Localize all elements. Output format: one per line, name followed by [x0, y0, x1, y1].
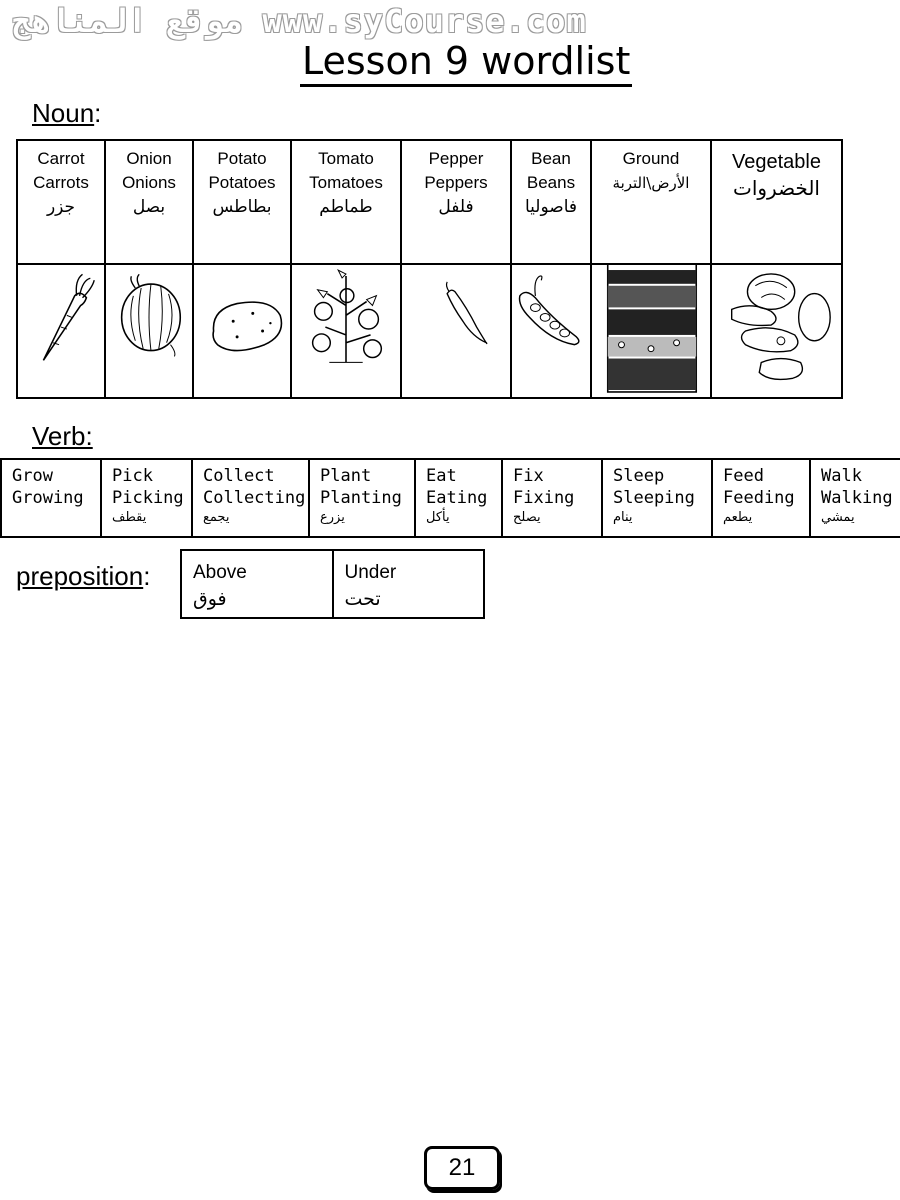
verb-ing: Fixing: [513, 488, 575, 508]
noun-picture-vegetable: [711, 264, 842, 398]
verb-arabic: يزرع: [320, 510, 345, 525]
preposition-table: [180, 549, 485, 619]
verb-cell-feed: [712, 459, 810, 537]
verb-base: Plant: [320, 466, 372, 486]
preposition-arabic: فوق: [193, 588, 227, 610]
noun-picture-pepper: [401, 264, 511, 398]
tomato-plant-icon: [292, 265, 400, 397]
verb-ing: Planting: [320, 488, 402, 508]
noun-arabic: جزر: [46, 197, 76, 217]
verb-base: Fix: [513, 466, 544, 486]
noun-arabic: فاصوليا: [524, 197, 577, 217]
potato-icon: [194, 265, 290, 397]
verb-base: Pick: [112, 466, 153, 486]
noun-cell-tomato: [291, 140, 401, 264]
verb-arabic: يصلح: [513, 510, 541, 525]
verb-ing: Walking: [821, 488, 893, 508]
preposition-cell-under: [333, 550, 485, 618]
noun-singular: Onion: [126, 149, 172, 168]
verb-heading-colon: :: [85, 421, 93, 451]
noun-cell-potato: [193, 140, 291, 264]
noun-arabic: طماطم: [319, 197, 373, 217]
noun-heading: [32, 98, 101, 128]
noun-cell-ground: [591, 140, 711, 264]
soil-layers-icon: [592, 265, 710, 397]
verb-cell-pick: [101, 459, 192, 537]
noun-singular: Bean: [531, 149, 571, 168]
verb-cell-sleep: [602, 459, 712, 537]
verb-cell-fix: [502, 459, 602, 537]
noun-cell-onion: [105, 140, 193, 264]
noun-heading-colon: :: [94, 98, 102, 128]
noun-plural: Onions: [122, 173, 176, 192]
preposition-heading-text: preposition: [16, 561, 144, 591]
noun-singular: Carrot: [37, 149, 85, 168]
noun-plural: Potatoes: [208, 173, 276, 192]
noun-singular: Ground: [622, 149, 680, 168]
verb-ing: Picking: [112, 488, 184, 508]
noun-cell-carrot: [17, 140, 105, 264]
page-number: 21: [424, 1146, 500, 1190]
watermark: موقع المناهج www.syCourse.com: [12, 2, 587, 40]
verb-ing: Feeding: [723, 488, 795, 508]
preposition-english: Under: [344, 562, 397, 583]
verb-ing: Sleeping: [613, 488, 695, 508]
noun-arabic: بصل: [132, 197, 166, 217]
noun-arabic: الأرض\التربة: [612, 174, 690, 192]
noun-picture-ground: [591, 264, 711, 398]
verb-arabic: يطعم: [723, 510, 753, 525]
noun-picture-onion: [105, 264, 193, 398]
verb-arabic: يقطف: [112, 510, 147, 525]
preposition-cell-above: [181, 550, 333, 618]
verb-heading-text: Verb: [32, 421, 86, 451]
noun-singular: Potato: [217, 149, 267, 168]
verb-arabic: يمشي: [821, 510, 855, 525]
noun-cell-bean: [511, 140, 591, 264]
verb-base: Collect: [203, 466, 275, 486]
verb-arabic: ينام: [613, 510, 633, 525]
noun-singular: Pepper: [428, 149, 484, 168]
noun-table: [16, 139, 843, 399]
noun-singular: Vegetable: [732, 151, 821, 173]
verb-base: Feed: [723, 466, 764, 486]
bean-pod-icon: [512, 265, 590, 397]
noun-picture-tomato: [291, 264, 401, 398]
verb-cell-plant: [309, 459, 415, 537]
verb-cell-walk: [810, 459, 900, 537]
noun-plural: Tomatoes: [309, 173, 383, 192]
verb-base: Eat: [426, 466, 457, 486]
verb-arabic: يأكل: [426, 510, 450, 525]
verb-heading: [32, 421, 93, 451]
verb-table: [0, 458, 900, 538]
onion-icon: [106, 265, 192, 397]
vegetables-icon: [712, 265, 841, 397]
verb-cell-grow: [1, 459, 101, 537]
preposition-heading-colon: :: [143, 561, 151, 591]
noun-cell-pepper: [401, 140, 511, 264]
noun-picture-bean: [511, 264, 591, 398]
verb-arabic: يجمع: [203, 510, 230, 525]
noun-arabic: الخضروات: [733, 176, 820, 200]
preposition-english: Above: [193, 562, 247, 583]
verb-base: Walk: [821, 466, 862, 486]
noun-plural: Carrots: [33, 173, 89, 192]
pepper-icon: [402, 265, 510, 397]
noun-picture-carrot: [17, 264, 105, 398]
verb-cell-collect: [192, 459, 309, 537]
noun-heading-text: Noun: [32, 98, 95, 128]
verb-ing: Collecting: [203, 488, 306, 508]
preposition-heading: [16, 561, 150, 591]
noun-cell-vegetable: [711, 140, 842, 264]
verb-base: Sleep: [613, 466, 665, 486]
noun-arabic: بطاطس: [212, 197, 272, 217]
noun-singular: Tomato: [318, 149, 374, 168]
carrot-icon: [18, 265, 104, 397]
noun-picture-potato: [193, 264, 291, 398]
noun-plural: Beans: [526, 173, 576, 192]
verb-base: Grow: [12, 466, 53, 486]
noun-plural: Peppers: [424, 173, 488, 192]
verb-cell-eat: [415, 459, 502, 537]
preposition-arabic: تحت: [344, 588, 381, 610]
page-title: Lesson 9 wordlist: [300, 38, 632, 87]
verb-ing: Eating: [426, 488, 488, 508]
verb-ing: Growing: [12, 488, 84, 508]
noun-arabic: فلفل: [438, 197, 474, 217]
